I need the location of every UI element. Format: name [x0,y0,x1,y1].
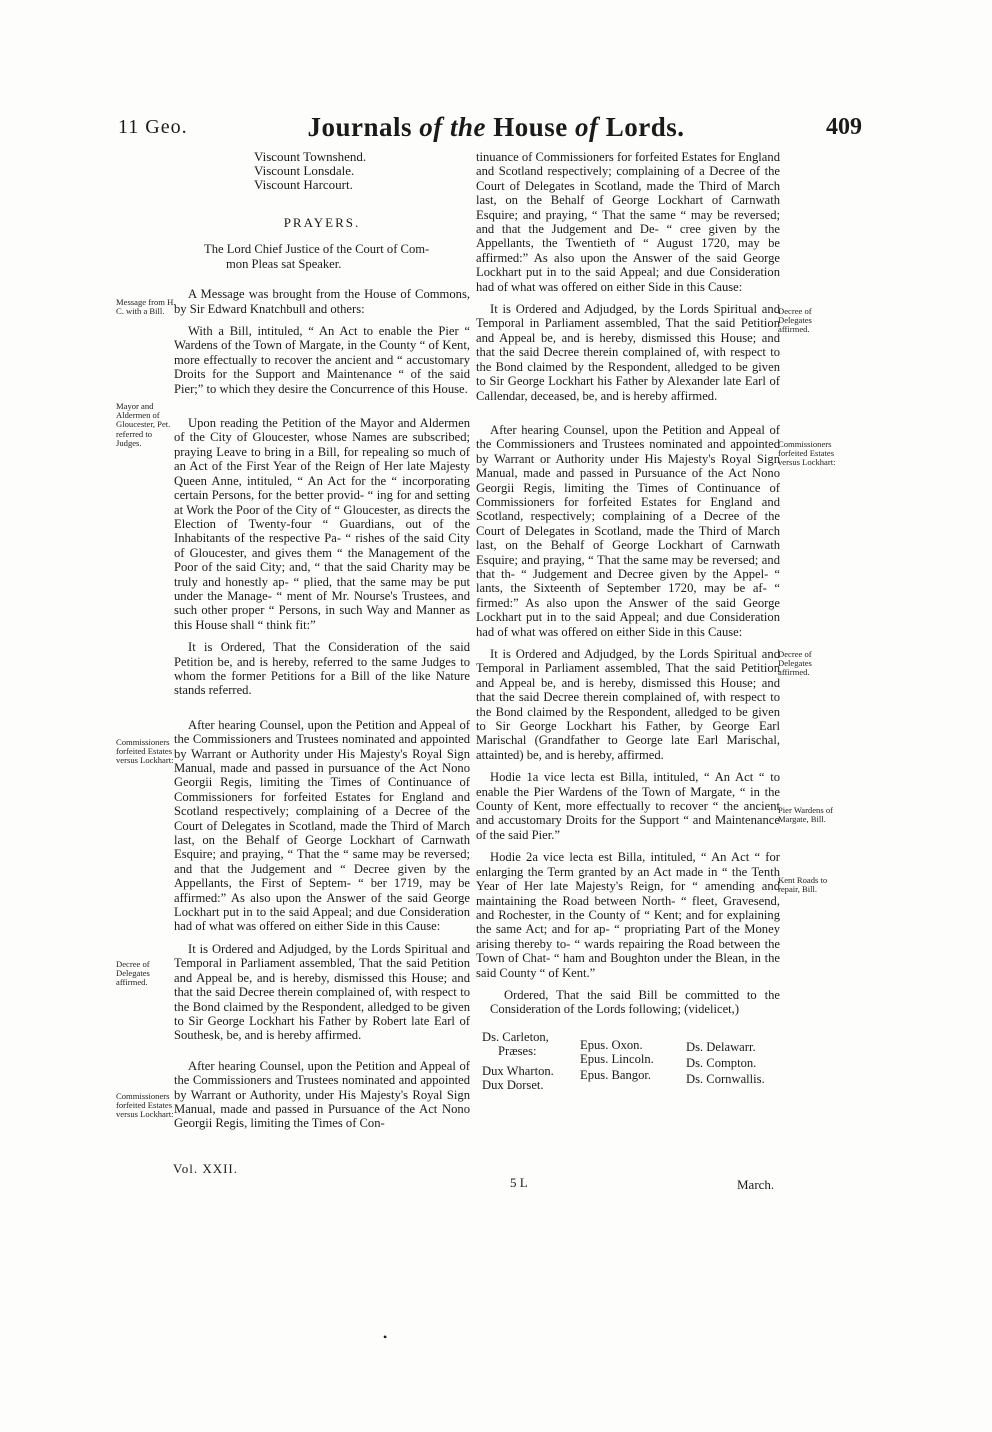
gloucester-petition: Upon reading the Petition of the Mayor and Aldermen of the City of Gloucester, whose Names are subscribed; praying Leave to bring in a Bill, for repealing so much of an Act of the First Year of the Reign of Her late Majesty Queen Anne, intituled, “ An Act for the “ incorporating certain Persons, for the better provid- “ ing for and setting at Work the Poor of the City of “ Gloucester, as directs the Election of Twenty-four “ Guardians, out of the Inhabitants of the respective Pa- “ rishes of the said City of Gloucester, and gives them “ the Management of the Poor of the said City; and, “ that the said Charity may be truly and honestly ap- “ plied, that the same may be put under the Manage- “ ment of Mr. Nourse's Trustees, and such other proper “ Persons, in such Way and Manner as this House shall “ think fit:” [174,416,470,632]
peer-name: Viscount Harcourt. [254,177,353,192]
message-body: With a Bill, intituled, “ An Act to enable the Pier “ Wardens of the Town of Margate, in the County “ of Kent, more effectually to recover the ancient and “ accustomary Droits for the Support and Maintenance “ of the said Pier;” to which they desire the Concurrence of this House. [174,324,470,396]
margin-note-decree-1: Decree of Delegates affirmed. [116,959,150,988]
lord-oxon: Epus. Oxon. [580,1037,643,1052]
peer-name: Viscount Lonsdale. [254,163,355,178]
margin-note-decree-3: Decree of Delegates affirmed. [778,649,812,678]
margin-note-commissioners-3: Commissioners forfeited Estates versus Lockhart: [778,439,836,468]
lord-dorset: Dux Dorset. [482,1077,544,1092]
volume-label: Vol. XXII. [173,1161,239,1176]
lord-cornwallis: Ds. Cornwallis. [686,1071,765,1086]
hodie-second-reading: Hodie 2a vice lecta est Billa, intituled, “ An Act “ for enlarging the Term granted by an Act made in “ the Tenth Year of Her late Majesty's Reign, for “ amending and maintaining the Road between North- “ fleet, Gravesend, and Rochester, in the County of “ Kent; and for explaining the same Act; and for ap- “ propriating Part of the Money arising thereby to- “ wards repairing the Road between the Town of Chat- “ ham and Boughton under the Blean, in the said County “ of Kent.” [476,850,780,980]
message-intro: A Message was brought from the House of Commons, by Sir Edward Knatchbull and others: [174,287,470,316]
lord-delawarr: Ds. Delawarr. [686,1039,756,1054]
ink-speck: • [383,1330,388,1344]
speaker-line-1: The Lord Chief Justice of the Court of Com- [204,242,430,257]
page-header [0,112,992,152]
decree-paragraph-2: It is Ordered and Adjudged, by the Lords Spiritual and Temporal in Parliament assembled, That the said Petition and Appeal be, and is hereby, dismissed this House; and that the said Decree therein complained of, with respect to the Bond claimed by the Respondent, alledged to be given to Sir George Lockhart his Father by Alexander late Earl of Callendar, deceased, be, and is hereby affirmed. [476,302,780,403]
peer-list [174,150,470,192]
title-house: House [493,112,568,142]
appeal-paragraph-3: After hearing Counsel, upon the Petition and Appeal of the Commissioners and Trustees nominated and appointed by Warrant or Authority under His Majesty's Royal Sign Manual, made and passed in Pursuance of the Act Nono Georgii Regis, limiting the Times of Continuance of Commissioners for forfeited Estates for England and Scotland, respectively; complaining of a Decree of the Court of Delegates in Scotland, made the Third of March last, on the Behalf of George Lockhart of Carnwath Esquire; and praying, “ That the same may be reversed; and that th- “ Judgement and Decree given by the Appel- “ lants, the Sixteenth of September 1720, may be af- “ firmed:” As also upon the Answer of the said George Lockhart put in to the said Appeal; and due Consideration had of what was offered on either Side in this Cause: [476,422,780,639]
lord-wharton: Dux Wharton. [482,1063,554,1078]
title-lords: Lords. [605,112,685,142]
lord-carleton: Ds. Carleton, [482,1029,549,1044]
speaker-note [174,242,470,271]
left-column [174,150,470,1139]
margin-note-pier: Pier Wardens of Margate, Bill. [778,805,833,825]
lord-lincoln: Epus. Lincoln. [580,1051,654,1066]
title-journals: Journals [307,112,412,142]
title-of-the: of the [419,112,486,142]
appeal-paragraph-1: After hearing Counsel, upon the Petition and Appeal of the Commissioners and Trustees nominated and appointed by Warrant or Authority under His Majesty's Royal Sign Manual, made and passed in pursuance of the Act Nono Georgii Regis, limiting the Times of Continuance of Commissioners for forfeited Estates for England and Scotland respectively; complaining of a Decree of the Court of Delegates in Scotland, made the Third of March last, on the Behalf of George Lockhart of Carnwath Esquire; and praying, “ That the “ same may be reversed; and that the Judgement and “ Decree given by the Appellants, the First of Septem- “ ber 1719, may be affirmed:” As also upon the Answer of the said George Lockhart put in to the said Appeal; and due Consideration had of what was offered on either Side in this Cause: [174,717,470,934]
prayers-heading: PRAYERS. [283,215,361,230]
speaker-line-2: mon Pleas sat Speaker. [226,256,342,271]
peer-name: Viscount Townshend. [254,149,367,164]
reign-label: 11 Geo. [118,116,188,138]
margin-note-mayor: Mayor and Aldermen of Gloucester, Pet. referred to Judges. [116,401,171,448]
continuation-paragraph: tinuance of Commissioners for forfeited Estates for England and Scotland respectively; complaining of a Decree of the Court of Delegates in Scotland, made the Third of March last, on the Behalf of George Lockhart of Carnwath Esquire; and praying, “ That the same “ may be reversed; and that the Judgement and De- “ cree given by the Appellants, the Twentieth of “ August 1720, may be affirmed:” As also upon the Answer of the said George Lockhart put in to the said Appeal; and due Consideration had of what was offered on either Side in this Cause: [476,150,780,294]
margin-note-commissioners-1: Commissioners forfeited Estates versus Lockhart: [116,737,174,766]
hodie-first-reading: Hodie 1a vice lecta est Billa, intituled, “ An Act “ to enable the Pier Wardens of the Town of Margate, “ in the County of Kent, more effectually to recover “ the ancient and accustomary Droits for the Support “ and Maintenance of the said Pier.” [476,770,780,842]
margin-note-commissioners-2: Commissioners forfeited Estates versus Lockhart: [116,1091,174,1120]
appeal-paragraph-2: After hearing Counsel, upon the Petition and Appeal of the Commissioners and Trustees nominated and appointed by Warrant or Authority, under His Majesty's Royal Sign Manual, made and passed in Pursuance of the Act Nono Georgii Regis, limiting the Times of Con- [174,1058,470,1131]
petition-ordered: It is Ordered, That the Consideration of the said Petition be, and is hereby, referred to the same Judges to whom the former Petitions for a Bill of the like Nature stands referred. [174,640,470,698]
margin-note-kent: Kent Roads to repair, Bill. [778,875,828,895]
lord-praeses: Præses: [498,1043,537,1058]
right-column [476,150,780,1105]
title-of: of [575,112,599,142]
decree-paragraph-1: It is Ordered and Adjudged, by the Lords Spiritual and Temporal in Parliament assembled, That the said Petition and Appeal be, and is hereby, dismissed this House; and that the said Decree therein complained of, with respect to the Bond claimed by the Respondent, alledged to be given to Sir George Lockhart his Father by Robert late Earl of Southesk, be, and is hereby affirmed. [174,941,470,1043]
committee-lords [476,1025,780,1105]
signature-mark: 5 L [510,1175,528,1190]
decree-paragraph-3: It is Ordered and Adjudged, by the Lords Spiritual and Temporal in Parliament assembled, That the said Petition and Appeal be, and is hereby, dismissed this House; and that the said Decree therein complained of, with respect to the Bond claimed by the Respondent, alledged to be given to Sir George Lockhart his Father, by George Earl Marischal (Grandfather to George late Earl Marischal, attainted) be, and is hereby, affirmed. [476,647,780,762]
catchword: March. [737,1177,775,1192]
committed-order: Ordered, That the said Bill be committed to the Consideration of the Lords following; (videlicet,) [490,987,780,1017]
margin-note-decree-2: Decree of Delegates affirmed. [778,306,812,335]
margin-note-message: Message from H. C. with a Bill. [116,297,176,317]
lord-bangor: Epus. Bangor. [580,1067,652,1082]
page-number: 409 [826,114,862,140]
lord-compton: Ds. Compton. [686,1055,757,1070]
